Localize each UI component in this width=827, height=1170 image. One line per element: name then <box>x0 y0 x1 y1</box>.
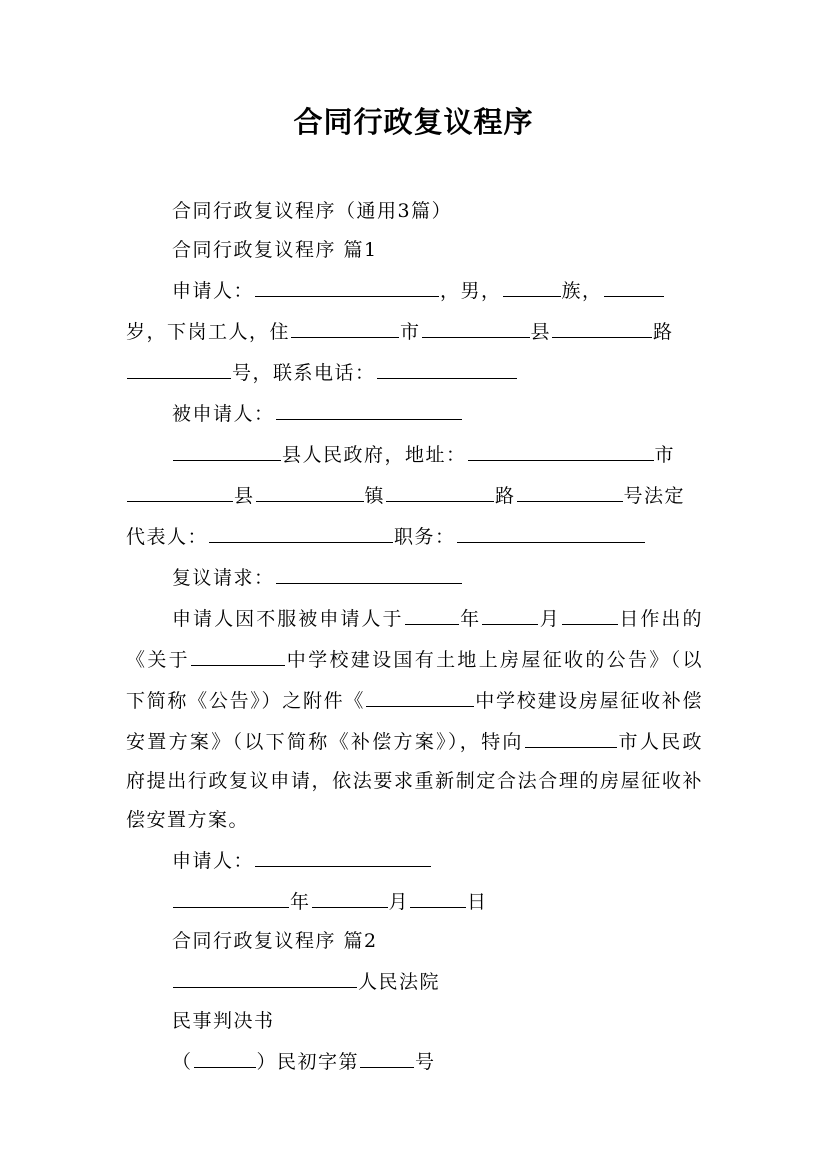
legal-rep-label: 代表人： <box>126 526 209 548</box>
body-b: 的《关于 <box>126 608 703 671</box>
date-line <box>126 881 703 922</box>
phone-blank <box>377 352 517 379</box>
case-number-line <box>126 1041 703 1082</box>
gov-text: 县人民政府，地址： <box>282 444 467 466</box>
city-blank <box>291 311 399 338</box>
request-blank <box>276 557 462 584</box>
gov-county-text: 县 <box>234 485 255 507</box>
position-blank <box>457 516 645 543</box>
court-line <box>126 961 703 1002</box>
date-month: 月 <box>388 891 410 913</box>
age-blank <box>604 270 664 297</box>
case-end: 号 <box>415 1051 436 1073</box>
date-year-blank <box>173 881 289 908</box>
applicant-name-blank <box>255 270 439 297</box>
case-open: （ <box>172 1051 193 1073</box>
number-blank <box>127 352 231 379</box>
gov-address-line <box>126 434 703 475</box>
city-text: 市 <box>400 321 421 343</box>
date-month-blank <box>312 881 388 908</box>
legal-rep-text: 号法定 <box>623 485 686 507</box>
date-year: 年 <box>290 891 311 913</box>
part1-heading: 合同行政复议程序 篇1 <box>172 239 378 261</box>
sign-line <box>126 840 703 881</box>
respondent-label: 被申请人： <box>172 403 275 425</box>
gov-county-name-blank <box>173 434 281 461</box>
day-text: 日作出 <box>618 608 683 630</box>
applicant-line <box>126 270 703 311</box>
gov-road-blank <box>386 475 494 502</box>
gov-city-text: 市 <box>654 444 676 466</box>
road-text: 路 <box>653 321 674 343</box>
respondent-line <box>126 393 703 434</box>
year-text: 年 <box>459 608 482 630</box>
sign-label: 申请人： <box>172 850 255 872</box>
date-day: 日 <box>467 891 488 913</box>
month-blank <box>482 598 538 625</box>
document-subtitle: 合同行政复议程序（通用3篇） <box>172 200 453 222</box>
gov-road-text: 路 <box>495 485 516 507</box>
body-c: 中学校建设国有土地上房屋征收的公告》（以下简称《公告》）之附件《 <box>126 649 703 712</box>
judgment-title: 民事判决书 <box>172 1010 275 1032</box>
ethnic-text: 族， <box>561 280 603 302</box>
town-text: 镇 <box>364 485 386 507</box>
case-year-blank <box>194 1041 256 1068</box>
year-blank <box>405 598 459 625</box>
document-body <box>126 192 703 1082</box>
road-blank <box>552 311 652 338</box>
applicant-label: 申请人： <box>172 280 255 302</box>
respondent-blank <box>276 393 462 420</box>
school-blank <box>191 639 285 666</box>
phone-line <box>126 352 703 393</box>
court-text: 人民法院 <box>358 971 441 993</box>
legal-rep-line <box>126 516 703 557</box>
county-text: 县 <box>530 321 552 343</box>
male-text: ，男， <box>440 280 502 302</box>
position-label: 职务： <box>394 526 456 548</box>
county-blank <box>422 311 530 338</box>
legal-rep-blank <box>209 516 393 543</box>
number-phone-text: 号，联系电话： <box>232 362 376 384</box>
body-e: 市人民政府提出行政复议申请，依法要求重新制定合法合理的房屋征收补偿安置方案。 <box>126 731 703 831</box>
town-blank <box>256 475 364 502</box>
date-day-blank <box>410 881 466 908</box>
request-label: 复议请求： <box>172 567 275 589</box>
school-plan-blank <box>366 680 474 707</box>
part2-heading: 合同行政复议程序 篇2 <box>172 930 378 952</box>
body-a: 申请人因不服被申请人于 <box>172 608 404 630</box>
age-text: 岁，下岗工人，住 <box>126 321 291 343</box>
sign-blank <box>255 840 431 867</box>
document-title: 合同行政复议程序 <box>293 105 534 139</box>
address-line <box>126 311 703 352</box>
gov-address-blank <box>468 434 654 461</box>
gov-location-line <box>126 475 703 516</box>
request-line <box>126 557 703 598</box>
city-gov-blank <box>525 721 617 748</box>
case-mid: ）民初字第 <box>256 1051 360 1073</box>
body-d: 中学校建设房屋征收补偿安置方案》（以下简称《补偿方案》），特向 <box>126 690 703 753</box>
day-blank <box>562 598 618 625</box>
month-text: 月 <box>539 608 561 630</box>
gov-county-blank <box>127 475 233 502</box>
case-number-blank <box>360 1041 414 1068</box>
request-paragraph <box>126 598 703 840</box>
ethnic-blank <box>503 270 561 297</box>
court-blank <box>173 961 357 988</box>
gov-number-blank <box>517 475 623 502</box>
